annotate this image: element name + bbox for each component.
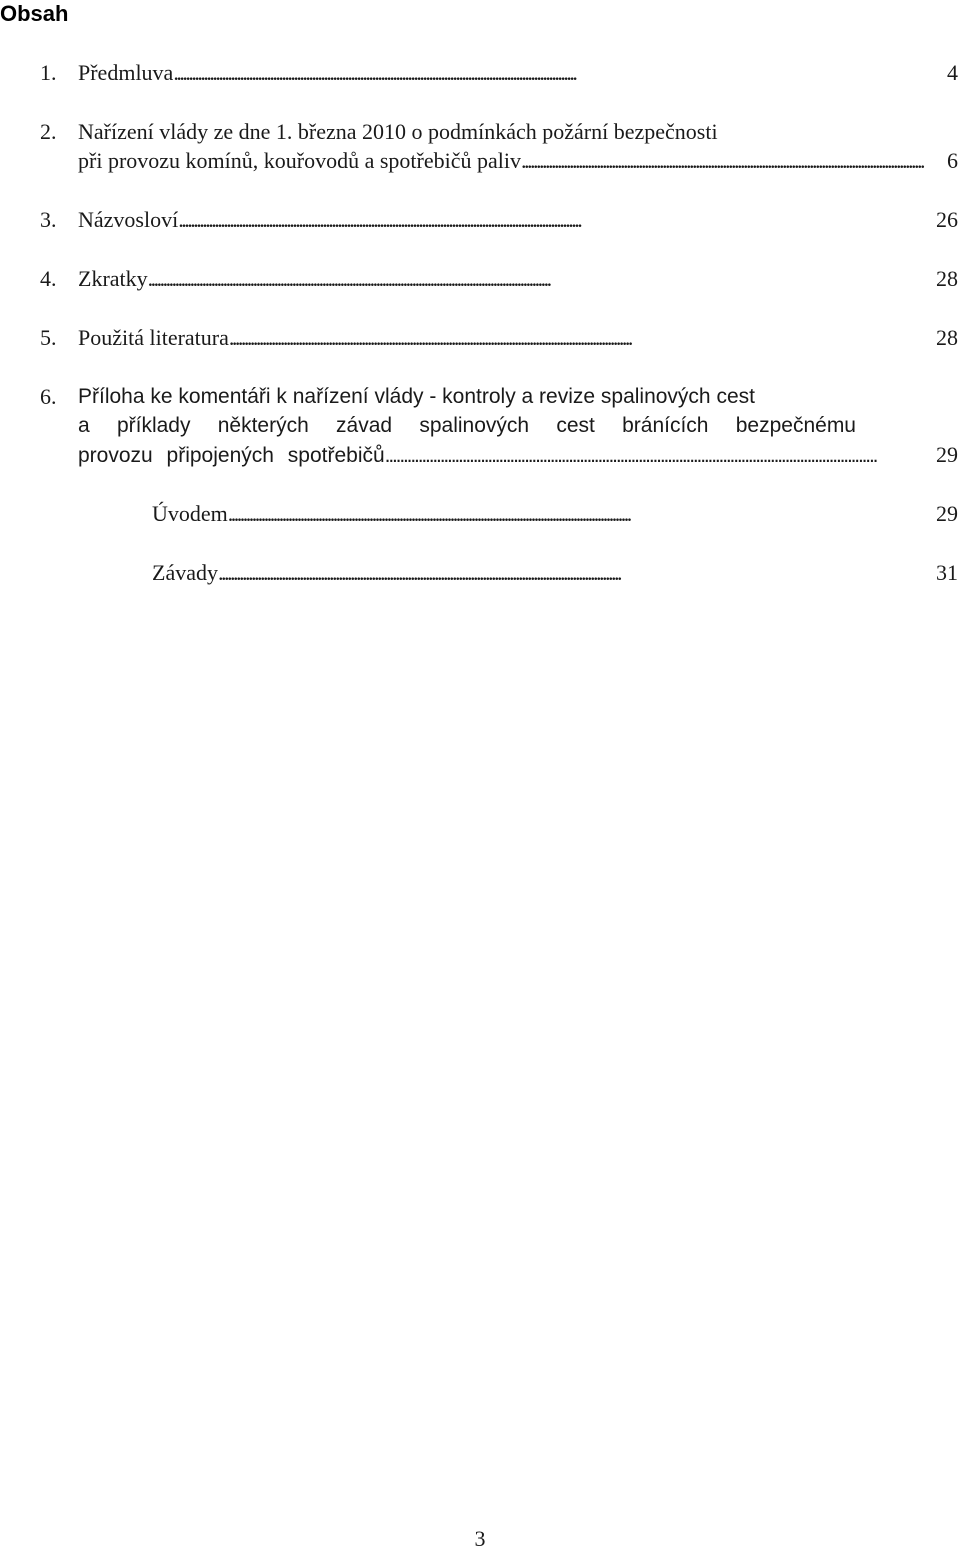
- dot-leader: [229, 323, 930, 352]
- toc-entry-title: Zkratky: [78, 266, 148, 291]
- dot-leader: [228, 499, 930, 528]
- toc-subentry-title: Závady: [152, 560, 218, 585]
- toc-entry-number: 5.: [40, 325, 57, 350]
- dot-leader: [178, 205, 930, 234]
- toc-entry-title: Názvosloví: [78, 207, 179, 232]
- toc-entry-4: [0, 264, 960, 293]
- toc-entry-title-line1: Nařízení vlády ze dne 1. března 2010 o podmínkách požární bezpečnosti: [78, 119, 718, 144]
- toc-entry-page: 28: [936, 266, 958, 291]
- toc-entry-title-line2: při provozu komínů, kouřovodů a spotřebičů paliv: [78, 148, 521, 173]
- toc-entry-title: Předmluva: [78, 60, 174, 85]
- toc-entry-6: [0, 382, 960, 469]
- toc-entry-page: 29: [936, 442, 958, 467]
- toc-subentry-title: Úvodem: [152, 501, 228, 526]
- toc-entry-3: [0, 205, 960, 234]
- page-number: 3: [474, 1526, 486, 1551]
- toc-heading: Obsah: [0, 1, 69, 26]
- dot-leader: [521, 146, 941, 175]
- toc-entry-page: 28: [936, 325, 958, 350]
- toc-entry-5: [0, 323, 960, 352]
- toc-entry-page: 4: [947, 60, 958, 85]
- toc-entry-1: [0, 58, 960, 87]
- dot-leader: [173, 58, 941, 87]
- toc-entry-number: 4.: [40, 266, 57, 291]
- toc-subentry-2: [0, 558, 960, 587]
- toc-subentry-page: 29: [936, 501, 958, 526]
- toc-subentry-1: [0, 499, 960, 528]
- toc-entry-page: 26: [936, 207, 958, 232]
- dot-leader: [385, 441, 930, 470]
- dot-leader: [148, 264, 930, 293]
- toc-entry-number: 6.: [40, 384, 57, 409]
- dot-leader: [218, 558, 930, 587]
- toc-entry-number: 3.: [40, 207, 57, 232]
- toc-entry-page: 6: [947, 148, 958, 173]
- toc-entry-number: 2.: [40, 119, 57, 144]
- toc-entry-2: [0, 117, 960, 175]
- toc-entry-title: Použitá literatura: [78, 325, 229, 350]
- toc-entry-title-line1: Příloha ke komentáři k nařízení vlády - kontroly a revize spalinových cest: [78, 385, 755, 408]
- toc-subentry-page: 31: [936, 560, 958, 585]
- toc-entry-title-line3: provozu připojených spotřebičů: [78, 444, 385, 467]
- toc-entry-title-line2: a příklady některých závad spalinových cest bránících bezpečnému: [78, 414, 856, 437]
- toc-entry-number: 1.: [40, 60, 57, 85]
